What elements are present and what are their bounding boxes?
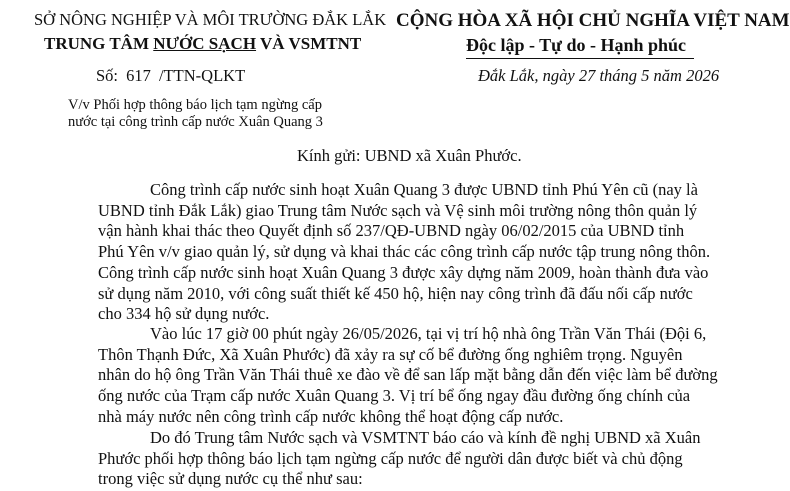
national-motto: Độc lập - Tự do - Hạnh phúc	[466, 35, 687, 55]
paragraph-line: nhà máy nước nên công trình cấp nước không thể hoạt động cấp nước.	[98, 406, 564, 426]
document-number: Số: 617 /TTN-QLKT	[96, 66, 246, 85]
paragraph-line: UBND tỉnh Đắk Lắk) giao Trung tâm Nước sạch và Vệ sinh môi trường nông thôn quản lý	[98, 200, 698, 220]
paragraph-line: vận hành khai thác theo Quyết định số 237/QĐ-UBND ngày 06/02/2015 của UBND tỉnh	[98, 221, 685, 241]
paragraph-line: trong việc sử dụng nước cụ thể như sau:	[98, 469, 363, 489]
paragraph-3	[98, 428, 718, 490]
issuer-center-c: VÀ VSMTNT	[256, 34, 362, 53]
issuer-center-b: NƯỚC SẠCH	[153, 34, 257, 53]
paragraph-line: ống nước của Trạm cấp nước Xuân Quang 3. Vị trí bể ống ngay đầu đường ống chính của	[98, 386, 691, 406]
paragraph-line: nhân do hộ ông Trần Văn Thái thuê xe đào về để san lấp mặt bằng dẫn đến việc làm bể đường	[98, 365, 718, 385]
paragraph-line: cho 334 hộ sử dụng nước.	[98, 304, 270, 324]
paragraph-line: Phú Yên v/v giao quản lý, sử dụng và khai thác các công trình cấp nước tập trung nông thôn.	[98, 242, 711, 262]
paragraph-line: Phước phối hợp thông báo lịch tạm ngừng cấp nước để người dân được biết và chủ động	[98, 448, 683, 468]
paragraph-line: Vào lúc 17 giờ 00 phút ngày 26/05/2026, tại vị trí hộ nhà ông Trần Văn Thái (Đội 6,	[150, 324, 707, 343]
issuer-center-a: TRUNG TÂM	[44, 34, 154, 53]
issuer-center	[44, 34, 361, 54]
issuer-ministry: SỞ NÔNG NGHIỆP VÀ MÔI TRƯỜNG ĐẮK LẮK	[34, 10, 387, 29]
greeting: Kính gửi: UBND xã Xuân Phước.	[297, 146, 522, 165]
subject-line-1: V/v Phối hợp thông báo lịch tạm ngừng cấp	[68, 97, 322, 113]
subject-line-2: nước tại công trình cấp nước Xuân Quang 3	[68, 114, 323, 130]
paragraph-line: Do đó Trung tâm Nước sạch và VSMTNT báo cáo và kính đề nghị UBND xã Xuân	[150, 428, 701, 447]
paragraph-line: Công trình cấp nước sinh hoạt Xuân Quang 3 được UBND tỉnh Phú Yên cũ (nay là	[150, 180, 698, 199]
paragraph-1	[98, 180, 718, 325]
motto-underline	[466, 58, 694, 59]
paragraph-line: sử dụng năm 2010, với công suất thiết kế 450 hộ, hiện nay công trình đã đấu nối cấp nước	[98, 283, 693, 303]
paragraph-line: Công trình cấp nước sinh hoạt Xuân Quang 3 được xây dựng năm 2009, hoàn thành đưa vào	[98, 262, 709, 282]
national-title: CỘNG HÒA XÃ HỘI CHỦ NGHĨA VIỆT NAM	[396, 10, 790, 31]
paragraph-line: Thôn Thạnh Đức, Xã Xuân Phước) đã xảy ra sự cố bể đường ống nghiêm trọng. Nguyên	[98, 344, 683, 364]
paragraph-2	[98, 324, 718, 428]
place-date: Đắk Lắk, ngày 27 tháng 5 năm 2026	[478, 66, 720, 85]
